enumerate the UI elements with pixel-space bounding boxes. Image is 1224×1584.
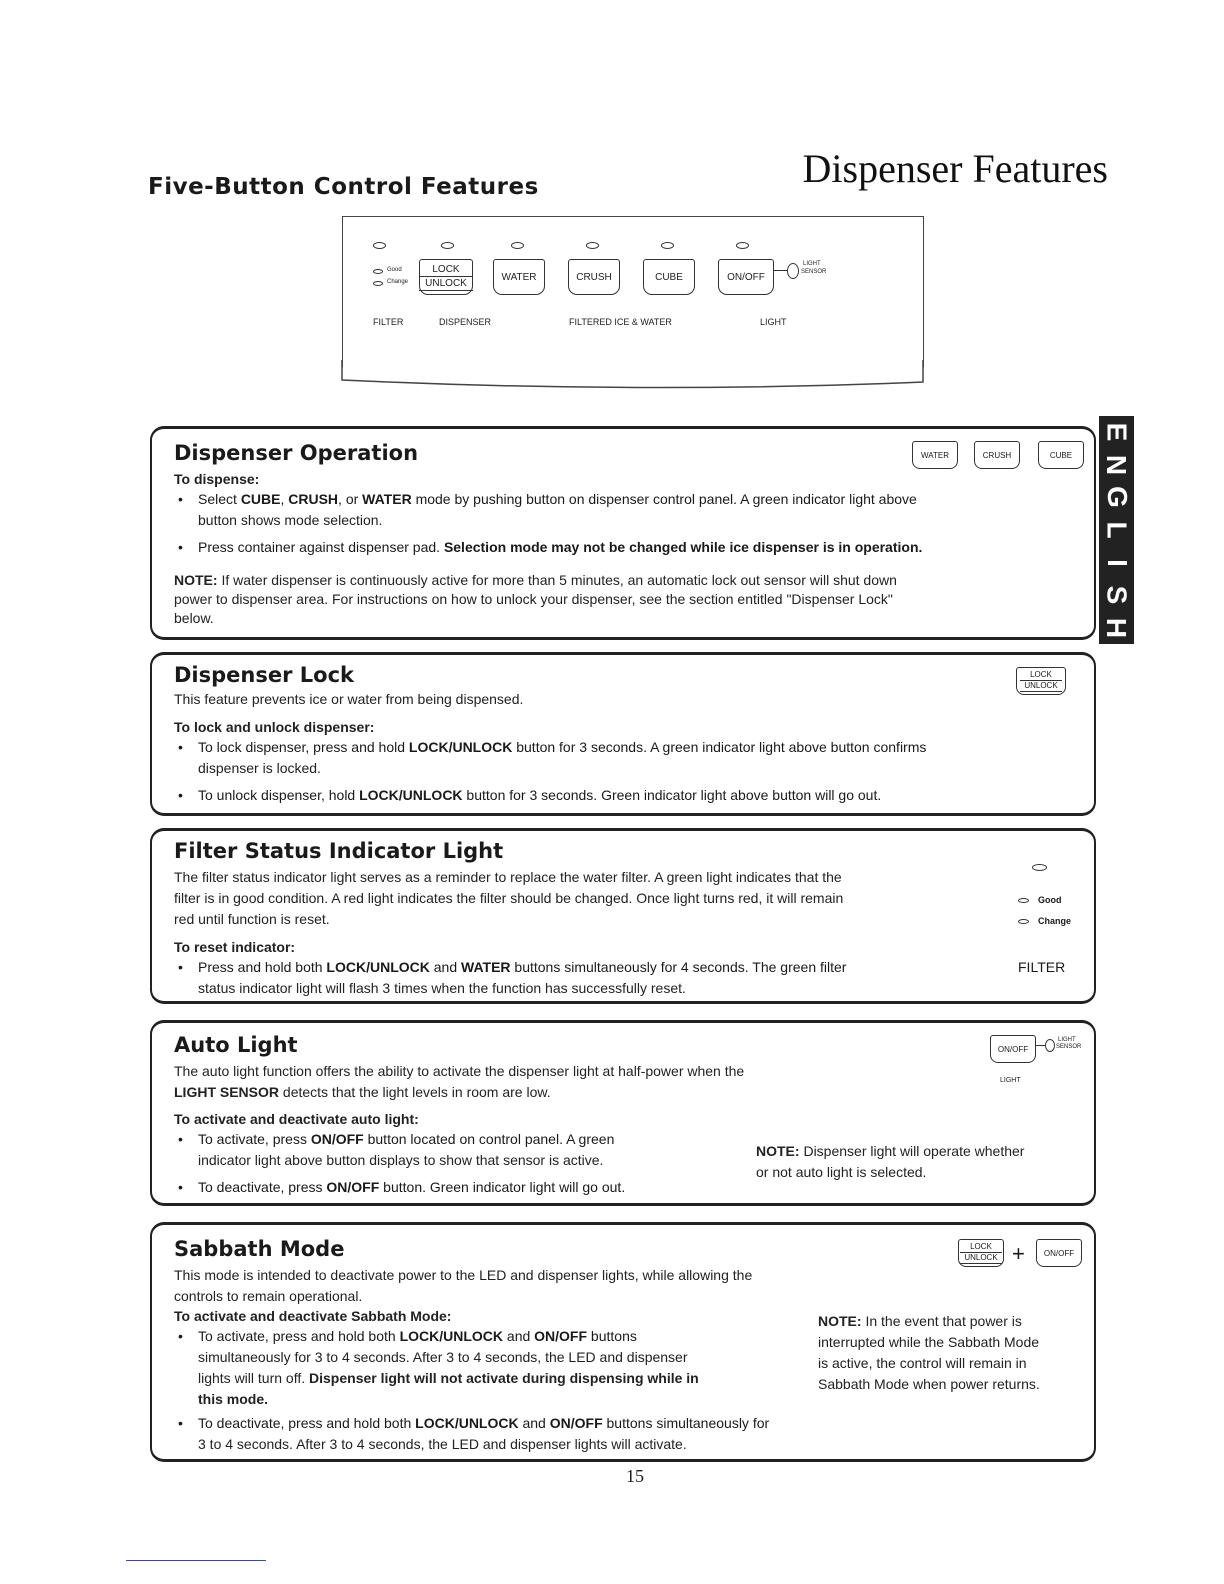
filter-status-heading: Filter Status Indicator Light: [174, 839, 504, 863]
filter-bullet-1: • Press and hold both LOCK/UNLOCK and WATER buttons simultaneously for 4 seconds. The green filter: [198, 957, 846, 977]
section-title: Five-Button Control Features: [148, 174, 539, 200]
filter-line2: filter is in good condition. A red light indicates the filter should be changed. Once light turns red, it will remain: [174, 890, 844, 906]
filter-label: FILTER: [373, 317, 404, 327]
sabbath-bullet-1-line3: lights will turn off. Dispenser light will not activate during dispensing while in: [198, 1370, 699, 1386]
dispenser-lock-box: [150, 652, 1096, 816]
sabbath-bullet-1: • To activate, press and hold both LOCK/UNLOCK and ON/OFF buttons: [198, 1326, 637, 1346]
sabbath-bullet-1-line4: this mode.: [198, 1391, 269, 1407]
water-led: [511, 242, 524, 249]
footer-rule: [126, 1560, 266, 1561]
good-led: [373, 269, 383, 274]
dispenser-label: DISPENSER: [439, 317, 492, 327]
filter-status-led-icon: [1032, 864, 1047, 871]
lock-text: LOCK: [432, 264, 460, 275]
sabbath-lock-text: LOCK: [970, 1242, 992, 1251]
onoff-led: [736, 242, 749, 249]
filter-line1: The filter status indicator light serves as a reminder to replace the water filter. A green light indicates that the: [174, 869, 842, 885]
side-tab-letter: H: [1101, 617, 1133, 638]
auto-note-line1: NOTE: Dispenser light will operate whether: [756, 1143, 1025, 1159]
auto-light-heading: Auto Light: [174, 1033, 298, 1057]
light-sensor-label-2: SENSOR: [801, 269, 827, 275]
lock-unlock-button[interactable]: [419, 259, 473, 295]
lock-subhead: To lock and unlock dispenser:: [174, 719, 375, 735]
sabbath-bullet-2-line2: 3 to 4 seconds. After 3 to 4 seconds, the LED and dispenser lights will activate.: [198, 1436, 687, 1452]
lock-bullet-2: • To unlock dispenser, hold LOCK/UNLOCK button for 3 seconds. Green indicator light above button will go out.: [198, 785, 881, 805]
filter-line3: red until function is reset.: [174, 911, 330, 927]
sabbath-onoff-mini-button: ON/OFF: [1036, 1239, 1082, 1267]
auto-line1: The auto light function offers the ability to activate the dispenser light at half-power when the: [174, 1063, 745, 1079]
water-mini-button: WATER: [912, 441, 958, 469]
sabbath-subhead: To activate and deactivate Sabbath Mode:: [174, 1308, 452, 1324]
sabbath-note-line1: NOTE: In the event that power is: [818, 1313, 1022, 1329]
auto-light-box: [150, 1020, 1096, 1206]
change-label: Change: [387, 279, 409, 285]
cube-led: [661, 242, 674, 249]
sabbath-mode-box: [150, 1222, 1096, 1462]
water-button[interactable]: WATER: [493, 259, 545, 295]
auto-bullet-2: • To deactivate, press ON/OFF button. Green indicator light will go out.: [198, 1177, 625, 1197]
auto-subhead: To activate and deactivate auto light:: [174, 1111, 419, 1127]
english-side-tab: [1099, 416, 1134, 644]
onoff-mini-button: ON/OFF: [990, 1035, 1036, 1063]
sabbath-line2: controls to remain operational.: [174, 1288, 363, 1304]
dispenser-operation-box: [150, 426, 1096, 640]
lock-intro: This feature prevents ice or water from being dispensed.: [174, 691, 524, 707]
plus-sign: +: [1012, 1241, 1025, 1266]
auto-line2: LIGHT SENSOR detects that the light levels in room are low.: [174, 1084, 551, 1100]
side-tab-letter: S: [1101, 585, 1133, 605]
cube-button[interactable]: CUBE: [643, 259, 695, 295]
filter-status-box: [150, 828, 1096, 1004]
operation-bullet-1-line2: button shows mode selection.: [198, 512, 383, 528]
to-dispense-subhead: To dispense:: [174, 471, 260, 487]
side-tab-letter: I: [1101, 558, 1133, 567]
crush-button[interactable]: CRUSH: [568, 259, 620, 295]
sabbath-line1: This mode is intended to deactivate power to the LED and dispenser lights, while allowing the: [174, 1267, 753, 1283]
sabbath-note-line2: interrupted while the Sabbath Mode: [818, 1334, 1040, 1350]
auto-light-label: LIGHT: [1000, 1077, 1021, 1084]
page-number: 15: [626, 1466, 644, 1486]
unlock-mini-text: UNLOCK: [1020, 680, 1061, 692]
sabbath-heading: Sabbath Mode: [174, 1237, 345, 1261]
auto-sensor-label-1: LIGHT: [1058, 1037, 1076, 1043]
filter-panel-label: FILTER: [1018, 959, 1066, 975]
change-led: [373, 281, 383, 286]
filtered-label: FILTERED ICE & WATER: [569, 317, 672, 327]
filter-subhead: To reset indicator:: [174, 939, 296, 955]
lock-bullet-1-line2: dispenser is locked.: [198, 760, 321, 776]
sabbath-lock-mini-button: [958, 1239, 1004, 1267]
filter-good-led: [1018, 898, 1029, 903]
good-label: Good: [387, 267, 402, 273]
sabbath-note-line4: Sabbath Mode when power returns.: [818, 1376, 1040, 1392]
filter-bullet-1-line2: status indicator light will flash 3 times when the function has successfully reset.: [198, 980, 686, 996]
lock-led: [441, 242, 454, 249]
light-label: LIGHT: [760, 317, 787, 327]
control-panel-frame: [342, 216, 924, 367]
filter-change-led: [1018, 919, 1029, 924]
lock-mini-text: LOCK: [1030, 670, 1052, 679]
side-tab-letter: N: [1101, 454, 1133, 475]
sabbath-bullet-1-line2: simultaneously for 3 to 4 seconds. After 3 to 4 seconds, the LED and dispenser: [198, 1349, 688, 1365]
dispenser-lock-heading: Dispenser Lock: [174, 663, 354, 687]
lock-unlock-mini-button: [1016, 667, 1066, 695]
page-title: Dispenser Features: [802, 145, 1108, 191]
side-tab-letter: E: [1101, 422, 1133, 442]
light-sensor-label-1: LIGHT: [803, 261, 821, 267]
auto-sensor-label-2: SENSOR: [1056, 1044, 1082, 1050]
lock-bullet-1: • To lock dispenser, press and hold LOCK/UNLOCK button for 3 seconds. A green indicator light above button confirms: [198, 737, 926, 757]
onoff-button[interactable]: ON/OFF: [718, 259, 774, 295]
auto-bullet-1: • To activate, press ON/OFF button located on control panel. A green: [198, 1129, 614, 1149]
cube-mini-button: CUBE: [1038, 441, 1084, 469]
operation-note-line1: NOTE: If water dispenser is continuously active for more than 5 minutes, an automatic lock out sensor will shut down: [174, 572, 897, 588]
crush-mini-button: CRUSH: [974, 441, 1020, 469]
auto-bullet-1-line2: indicator light above button displays to show that sensor is active.: [198, 1152, 604, 1168]
crush-led: [586, 242, 599, 249]
filter-led: [373, 242, 386, 249]
light-sensor-icon: [787, 263, 799, 279]
dispenser-operation-heading: Dispenser Operation: [174, 441, 419, 465]
operation-note-line3: below.: [174, 610, 214, 626]
filter-good-label: Good: [1038, 895, 1062, 905]
sabbath-note-line3: is active, the control will remain in: [818, 1355, 1027, 1371]
operation-bullet-2: • Press container against dispenser pad. Selection mode may not be changed while ice dispenser is in operation.: [198, 537, 922, 557]
unlock-text: UNLOCK: [419, 276, 473, 291]
sabbath-unlock-text: UNLOCK: [960, 1252, 1001, 1264]
operation-note-line2: power to dispenser area. For instructions on how to unlock your dispenser, see the section entitled "Dispenser Lock": [174, 591, 893, 607]
operation-bullet-1: • Select CUBE, CRUSH, or WATER mode by pushing button on dispenser control panel. A green indicator light above: [198, 489, 917, 509]
side-tab-letter: G: [1101, 486, 1133, 509]
sabbath-bullet-2: • To deactivate, press and hold both LOCK/UNLOCK and ON/OFF buttons simultaneously for: [198, 1413, 769, 1433]
auto-note-line2: or not auto light is selected.: [756, 1164, 927, 1180]
side-tab-letter: L: [1101, 521, 1133, 539]
filter-change-label: Change: [1038, 916, 1072, 926]
sensor-connector: [774, 270, 788, 271]
panel-bottom-curve: [341, 360, 925, 400]
auto-light-sensor-icon: [1045, 1039, 1055, 1052]
